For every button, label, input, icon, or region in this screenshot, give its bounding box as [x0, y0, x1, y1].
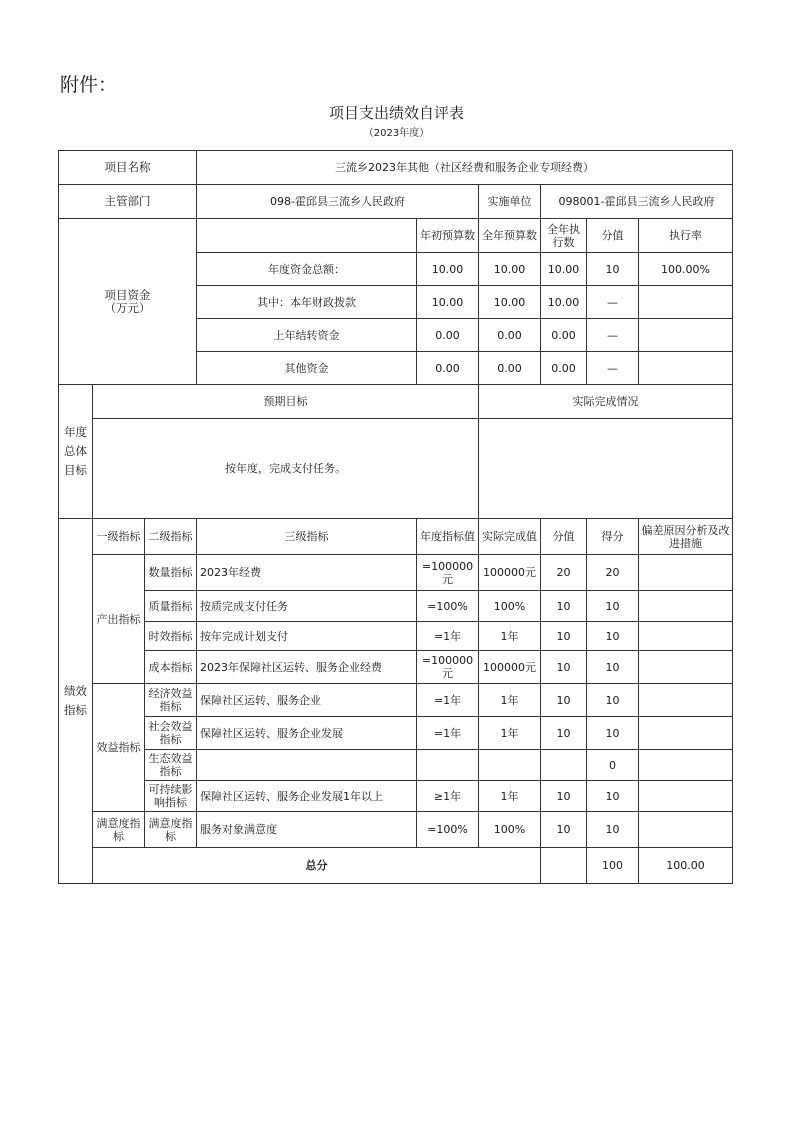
indicator-l2: 满意度指标	[145, 812, 197, 848]
indicator-got: 10	[587, 781, 639, 812]
indicator-actual: 100000元	[479, 555, 541, 591]
indicator-note	[639, 622, 733, 651]
indicator-score: 10	[541, 781, 587, 812]
indicator-got: 0	[587, 750, 639, 781]
funds-header-row	[59, 219, 733, 253]
indicator-row	[59, 622, 733, 651]
indicator-target: =100%	[417, 591, 479, 622]
funds-cell: —	[587, 319, 639, 352]
funds-cell: —	[587, 286, 639, 319]
indicator-score: 20	[541, 555, 587, 591]
indicator-l2: 数量指标	[145, 555, 197, 591]
indicator-actual: 100000元	[479, 651, 541, 684]
indicator-actual: 1年	[479, 684, 541, 717]
total-got: 100.00	[639, 848, 733, 884]
indicator-l2: 成本指标	[145, 651, 197, 684]
indicator-target: =100000元	[417, 651, 479, 684]
goals-label: 年度总体目标	[59, 385, 93, 519]
indicator-actual: 1年	[479, 781, 541, 812]
indicator-actual: 100%	[479, 812, 541, 848]
indicator-actual: 100%	[479, 591, 541, 622]
funds-cell: 10.00	[417, 253, 479, 286]
funds-cell: 10.00	[541, 286, 587, 319]
total-blank	[541, 848, 587, 884]
funds-cell	[639, 286, 733, 319]
goals-header-row	[59, 385, 733, 419]
indicator-header: 得分	[587, 519, 639, 555]
indicator-note	[639, 717, 733, 750]
funds-cell: 0.00	[417, 352, 479, 385]
group-satisfaction: 满意度指标	[93, 812, 145, 848]
actual-goal-header: 实际完成情况	[479, 385, 733, 419]
funds-header: 分值	[587, 219, 639, 253]
indicator-got: 10	[587, 684, 639, 717]
indicator-target: =100%	[417, 812, 479, 848]
indicator-l2: 生态效益指标	[145, 750, 197, 781]
indicator-header: 三级指标	[197, 519, 417, 555]
total-row	[59, 848, 733, 884]
funds-cell: 0.00	[479, 319, 541, 352]
indicator-row	[59, 717, 733, 750]
funds-cell: 100.00%	[639, 253, 733, 286]
indicator-actual	[479, 750, 541, 781]
indicator-l2: 可持续影响指标	[145, 781, 197, 812]
total-label: 总分	[93, 848, 541, 884]
indicator-l3: 2023年经费	[197, 555, 417, 591]
indicator-row	[59, 555, 733, 591]
indicator-score: 10	[541, 717, 587, 750]
funds-cell: 0.00	[417, 319, 479, 352]
funds-row-label: 年度资金总额：	[197, 253, 417, 286]
group-output: 产出指标	[93, 555, 145, 684]
attachment-label: 附件：	[60, 74, 118, 96]
unit-label: 实施单位	[479, 185, 541, 219]
indicator-l3	[197, 750, 417, 781]
funds-cell: 10.00	[541, 253, 587, 286]
indicator-l3: 保障社区运转、服务企业发展	[197, 717, 417, 750]
indicator-target: =1年	[417, 717, 479, 750]
group-benefit: 效益指标	[93, 684, 145, 812]
funds-cell: 10.00	[479, 286, 541, 319]
indicator-l3: 2023年保障社区运转、服务企业经费	[197, 651, 417, 684]
funds-row-label: 其他资金	[197, 352, 417, 385]
indicator-note	[639, 591, 733, 622]
indicator-header: 分值	[541, 519, 587, 555]
indicator-header: 偏差原因分析及改进措施	[639, 519, 733, 555]
funds-cell: 10	[587, 253, 639, 286]
expected-goal-header: 预期目标	[93, 385, 479, 419]
indicator-l2: 时效指标	[145, 622, 197, 651]
indicator-score: 10	[541, 651, 587, 684]
indicator-note	[639, 684, 733, 717]
indicator-row	[59, 591, 733, 622]
funds-cell: 0.00	[479, 352, 541, 385]
funds-row-label: 其中：本年财政拨款	[197, 286, 417, 319]
indicator-target: =1年	[417, 684, 479, 717]
funds-cell: 0.00	[541, 352, 587, 385]
indicator-actual: 1年	[479, 717, 541, 750]
project-name-label: 项目名称	[59, 151, 197, 185]
indicator-actual: 1年	[479, 622, 541, 651]
indicator-note	[639, 555, 733, 591]
unit-value: 098001-霍邱县三流乡人民政府	[541, 185, 733, 219]
indicator-got: 10	[587, 622, 639, 651]
page-title: 项目支出绩效自评表	[328, 104, 464, 122]
department-row	[59, 185, 733, 219]
funds-cell: —	[587, 352, 639, 385]
goals-content-row	[59, 419, 733, 519]
funds-header: 全年预算数	[479, 219, 541, 253]
expected-goal-text: 按年度，完成支付任务。	[93, 419, 479, 519]
funds-header: 执行率	[639, 219, 733, 253]
indicator-l3: 按年完成计划支付	[197, 622, 417, 651]
funds-label-line1: 项目资金	[104, 287, 151, 302]
indicator-got: 10	[587, 591, 639, 622]
funds-cell: 10.00	[417, 286, 479, 319]
funds-header: 全年执行数	[541, 219, 587, 253]
indicator-row	[59, 750, 733, 781]
indicator-score: 10	[541, 684, 587, 717]
indicator-got: 10	[587, 717, 639, 750]
project-name-value: 三流乡2023年其他（社区经费和服务企业专项经费）	[197, 151, 733, 185]
indicator-header: 二级指标	[145, 519, 197, 555]
dept-label: 主管部门	[59, 185, 197, 219]
funds-header: 年初预算数	[417, 219, 479, 253]
evaluation-table	[58, 150, 733, 884]
indicator-header: 一级指标	[93, 519, 145, 555]
indicator-row	[59, 781, 733, 812]
indicator-score: 10	[541, 622, 587, 651]
indicator-score: 10	[541, 591, 587, 622]
funds-cell: 10.00	[479, 253, 541, 286]
indicator-note	[639, 781, 733, 812]
indicator-row	[59, 684, 733, 717]
actual-goal-text	[479, 419, 733, 519]
funds-label-line2: （万元）	[104, 300, 151, 315]
indicator-got: 10	[587, 651, 639, 684]
indicators-label: 绩效指标	[59, 519, 93, 884]
total-score: 100	[587, 848, 639, 884]
project-name-row	[59, 151, 733, 185]
funds-cell: 0.00	[541, 319, 587, 352]
indicator-header: 实际完成值	[479, 519, 541, 555]
funds-cell	[639, 352, 733, 385]
indicator-l2: 经济效益指标	[145, 684, 197, 717]
indicator-l2: 质量指标	[145, 591, 197, 622]
indicator-note	[639, 651, 733, 684]
indicators-header-row	[59, 519, 733, 555]
indicator-row	[59, 812, 733, 848]
indicator-score: 10	[541, 812, 587, 848]
indicator-l3: 服务对象满意度	[197, 812, 417, 848]
indicator-target: =100000元	[417, 555, 479, 591]
funds-row-label: 上年结转资金	[197, 319, 417, 352]
indicator-row	[59, 651, 733, 684]
indicator-note	[639, 812, 733, 848]
indicator-note	[639, 750, 733, 781]
indicator-got: 10	[587, 812, 639, 848]
indicator-header: 年度指标值	[417, 519, 479, 555]
indicator-target: ≥1年	[417, 781, 479, 812]
funds-header-blank	[197, 219, 417, 253]
year-subtitle: （2023年度）	[363, 128, 430, 139]
indicator-got: 20	[587, 555, 639, 591]
dept-value: 098-霍邱县三流乡人民政府	[197, 185, 479, 219]
indicator-l3: 按质完成支付任务	[197, 591, 417, 622]
indicator-target: =1年	[417, 622, 479, 651]
funds-label	[59, 219, 197, 385]
indicator-score	[541, 750, 587, 781]
indicator-l3: 保障社区运转、服务企业	[197, 684, 417, 717]
indicator-l3: 保障社区运转、服务企业发展1年以上	[197, 781, 417, 812]
indicator-l2: 社会效益指标	[145, 717, 197, 750]
indicator-target	[417, 750, 479, 781]
funds-cell	[639, 319, 733, 352]
